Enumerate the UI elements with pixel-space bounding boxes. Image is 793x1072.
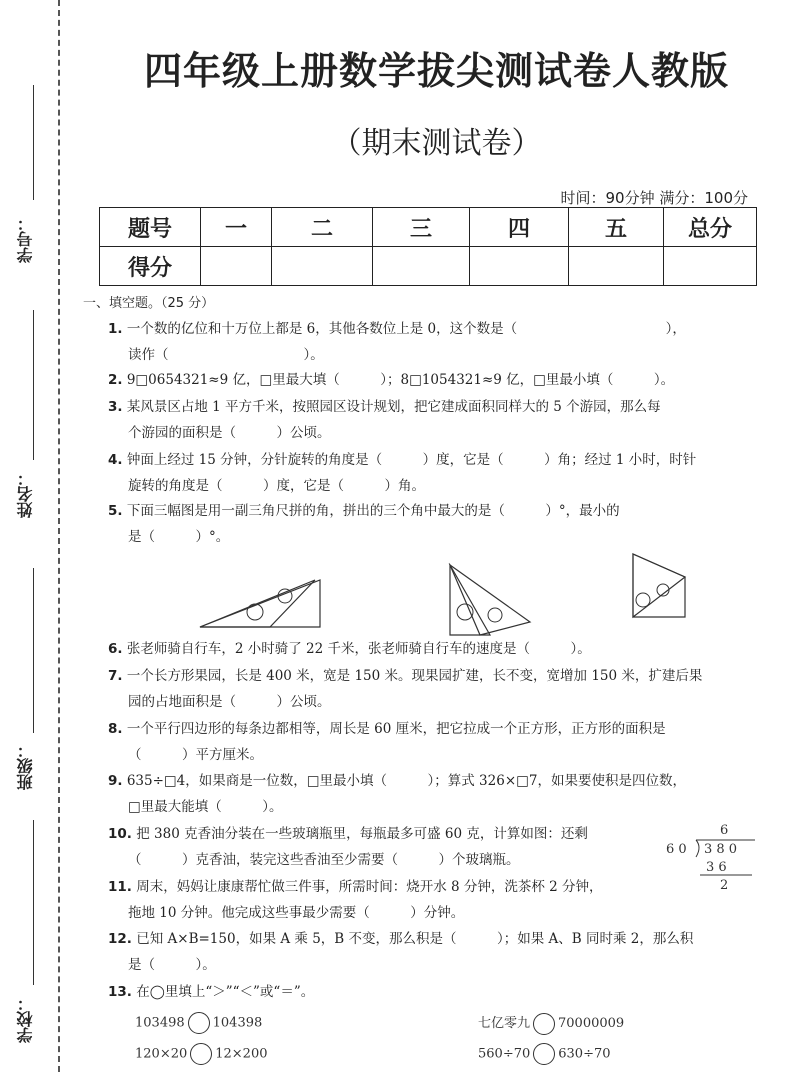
question-8	[108, 716, 756, 768]
compare-blank-circle[interactable]	[188, 1012, 210, 1034]
question-number: 13.	[108, 984, 132, 1000]
score-cell-header: 三	[373, 208, 470, 247]
binding-strip	[0, 0, 80, 1072]
compare-right: 12×200	[215, 1046, 268, 1062]
question-text: 一个长方形果园，长是 400 米，宽是 150 米。现果园扩建，长不变，宽增加 150 米，扩建后果	[126, 668, 703, 684]
question-text: 旋转的角度是（ ）度，它是（ ）角。	[128, 478, 425, 494]
class-label: 班级：	[16, 742, 35, 790]
set-square-figure-3	[625, 552, 695, 622]
score-cell-label: 题号	[100, 208, 201, 247]
question-text: 9□0654321≈9 亿，□里最大填（ ）；8□1054321≈9 亿，□里最小填（ ）。	[126, 372, 675, 388]
set-square-figure-1	[195, 572, 325, 632]
score-header-row	[100, 208, 757, 247]
compare-right: 630÷70	[558, 1046, 611, 1062]
question-text: 园的占地面积是（ ）公顷。	[128, 694, 331, 710]
name-label: 姓名：	[16, 470, 35, 518]
division-remainder: 2	[720, 878, 729, 893]
school-line	[33, 820, 34, 985]
division-dividend: 3 8 0	[704, 842, 738, 857]
question-text: 是（ ）。	[128, 957, 216, 973]
question-11	[108, 874, 756, 926]
score-input-cell[interactable]	[201, 247, 272, 286]
question-text: 在◯里填上“＞”“＜”或“＝”。	[136, 984, 315, 1000]
compare-blank-circle[interactable]	[533, 1013, 555, 1035]
question-12	[108, 926, 756, 978]
question-text: 下面三幅图是用一副三角尺拼的角，拼出的三个角中最大的是（ ）°，最小的	[126, 503, 620, 519]
compare-left: 103498	[135, 1015, 185, 1031]
score-input-cell[interactable]	[470, 247, 569, 286]
question-text: 一个数的亿位和十万位上都是 6，其他各数位上是 0，这个数是（ ），	[126, 321, 686, 337]
score-cell-total: 总分	[664, 208, 757, 247]
question-number: 9.	[108, 773, 123, 789]
question-number: 10.	[108, 826, 132, 842]
question-text: （ ）克香油，装完这些香油至少需要（ ）个玻璃瓶。	[128, 852, 520, 868]
name-line	[33, 310, 34, 460]
question-text: （ ）平方厘米。	[128, 747, 263, 763]
question-9	[108, 768, 756, 820]
page-subtitle: （期末测试卷）	[331, 126, 542, 161]
compare-item	[135, 1012, 262, 1034]
section-heading: 一、填空题。（25 分）	[83, 296, 215, 311]
compare-item	[135, 1043, 268, 1065]
question-text: 一个平行四边形的每条边都相等，周长是 60 厘米，把它拉成一个正方形，正方形的面积是	[126, 721, 666, 737]
question-number: 4.	[108, 452, 123, 468]
score-cell-header: 五	[569, 208, 664, 247]
score-input-cell[interactable]	[272, 247, 373, 286]
score-row-label: 得分	[100, 247, 201, 286]
question-7	[108, 663, 756, 715]
score-input-cell[interactable]	[569, 247, 664, 286]
score-input-cell[interactable]	[373, 247, 470, 286]
question-2	[108, 367, 756, 393]
compare-blank-circle[interactable]	[533, 1043, 555, 1065]
question-text: 某风景区占地 1 平方千米，按照园区设计规划，把它建成面积同样大的 5 个游园，那么每	[126, 399, 661, 415]
compare-right: 70000009	[558, 1016, 625, 1031]
score-cell-header: 二	[272, 208, 373, 247]
division-product: 3 6	[706, 860, 727, 875]
question-1	[108, 316, 756, 368]
question-text: 是（ ）°。	[128, 529, 230, 545]
question-6	[108, 636, 756, 662]
question-text: □里最大能填（ ）。	[128, 799, 283, 815]
question-number: 12.	[108, 931, 132, 947]
question-text: 钟面上经过 15 分钟，分针旋转的角度是（ ）度，它是（ ）角；经过 1 小时，时针	[126, 452, 697, 468]
question-text: 周末，妈妈让康康帮忙做三件事，所需时间：烧开水 8 分钟，洗茶杯 2 分钟，	[136, 879, 603, 895]
exam-meta: 时间：90分钟 满分：100分	[560, 189, 748, 207]
question-number: 1.	[108, 321, 123, 337]
question-5	[108, 498, 756, 550]
score-cell-header: 四	[470, 208, 569, 247]
division-quotient: 6	[720, 823, 729, 838]
question-10	[108, 821, 668, 873]
question-text: 已知 A×B=150，如果 A 乘 5，B 不变，那么积是（ ）；如果 A、B 同时乘 2，那么积	[136, 931, 694, 947]
question-number: 3.	[108, 399, 123, 415]
score-value-row	[100, 247, 757, 286]
score-table	[99, 207, 757, 286]
question-13	[108, 979, 756, 1005]
cut-line	[58, 0, 60, 1072]
question-number: 8.	[108, 721, 123, 737]
question-number: 11.	[108, 879, 132, 895]
page-title: 四年级上册数学拔尖测试卷人教版	[143, 49, 729, 93]
compare-right: 104398	[212, 1015, 263, 1031]
question-3	[108, 394, 756, 446]
compare-left: 七亿零九	[478, 1016, 531, 1031]
set-square-figure-2	[440, 560, 540, 640]
question-number: 7.	[108, 668, 123, 684]
question-text: 个游园的面积是（ ）公顷。	[128, 425, 331, 441]
class-line	[33, 568, 34, 733]
question-number: 6.	[108, 641, 123, 657]
compare-item	[478, 1012, 624, 1035]
compare-left: 560÷70	[478, 1046, 531, 1062]
question-number: 2.	[108, 372, 123, 388]
question-text: 读作（ ）。	[128, 347, 324, 363]
score-input-cell[interactable]	[664, 247, 757, 286]
student-id-line	[33, 85, 34, 200]
division-divisor: 6 0	[666, 842, 687, 857]
school-label: 学校：	[16, 995, 35, 1043]
question-4	[108, 447, 756, 499]
student-id-label: 学号：	[16, 215, 35, 263]
compare-left: 120×20	[135, 1046, 188, 1062]
compare-item	[478, 1043, 611, 1065]
question-text: 张老师骑自行车，2 小时骑了 22 千米，张老师骑自行车的速度是（ ）。	[126, 641, 591, 657]
compare-blank-circle[interactable]	[190, 1043, 212, 1065]
question-text: 635÷□4，如果商是一位数，□里最小填（ ）；算式 326×□7，如果要使积是四位数，	[126, 773, 686, 789]
question-text: 拖地 10 分钟。他完成这些事最少需要（ ）分钟。	[128, 905, 465, 921]
question-text: 把 380 克香油分装在一些玻璃瓶里，每瓶最多可盛 60 克，计算如图：还剩	[136, 826, 588, 842]
score-cell-header: 一	[201, 208, 272, 247]
question-number: 5.	[108, 503, 123, 519]
